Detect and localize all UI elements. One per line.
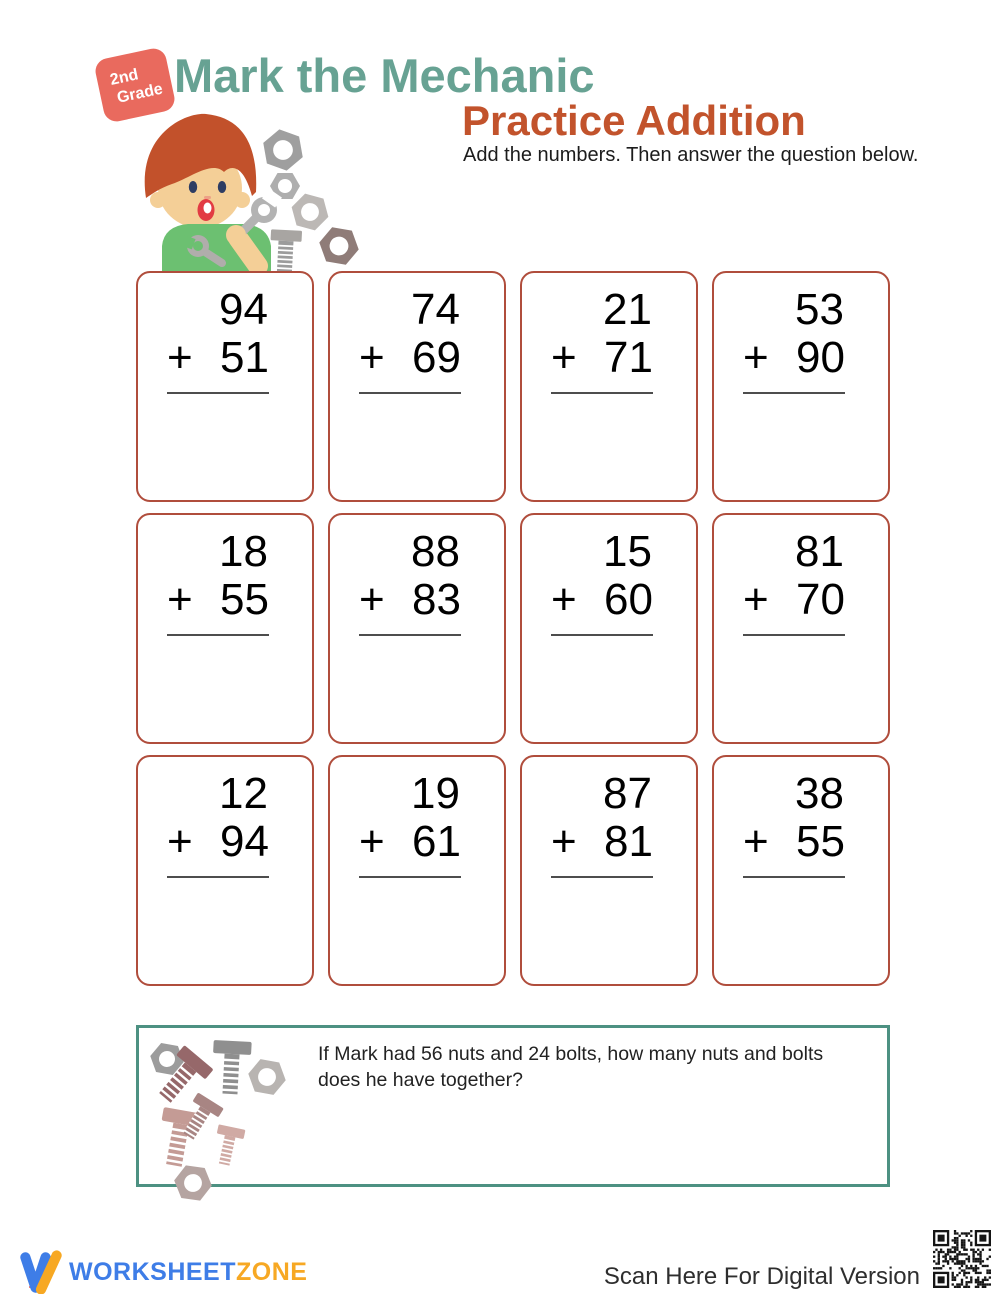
answer-line — [167, 634, 269, 636]
addend-bottom: 70 — [796, 575, 845, 624]
addend-bottom: 69 — [412, 333, 461, 382]
problem-card — [712, 755, 890, 986]
bolt-icon — [269, 229, 302, 272]
addend-bottom: 81 — [604, 817, 653, 866]
problem-card — [520, 755, 698, 986]
addend-top: 21 — [603, 285, 652, 334]
answer-space[interactable] — [138, 636, 312, 742]
answer-line — [359, 876, 461, 878]
plus-operator: + — [359, 575, 385, 624]
plus-operator: + — [167, 333, 193, 382]
plus-operator: + — [743, 575, 769, 624]
answer-line — [359, 392, 461, 394]
answer-line — [551, 634, 653, 636]
nose — [204, 196, 211, 199]
worksheetzone-logo — [18, 1249, 307, 1294]
answer-space[interactable] — [330, 636, 504, 742]
answer-line — [743, 876, 845, 878]
brand-worksheet: WORKSHEET — [69, 1257, 236, 1286]
addend-top: 15 — [603, 527, 652, 576]
addend-bottom: 55 — [796, 817, 845, 866]
plus-operator: + — [743, 817, 769, 866]
plus-operator: + — [359, 333, 385, 382]
addend-bottom: 94 — [220, 817, 269, 866]
plus-operator: + — [167, 575, 193, 624]
eye — [189, 181, 197, 193]
addend-top: 12 — [219, 769, 268, 818]
problem-card — [520, 513, 698, 744]
answer-space[interactable] — [714, 636, 888, 742]
addend-top: 18 — [219, 527, 268, 576]
plus-operator: + — [167, 817, 193, 866]
problem-card — [328, 755, 506, 986]
answer-space[interactable] — [522, 878, 696, 984]
answer-space[interactable] — [522, 636, 696, 742]
addend-bottom: 51 — [220, 333, 269, 382]
hex-nut-icon — [316, 225, 361, 266]
answer-space[interactable] — [330, 878, 504, 984]
bolt-icon — [211, 1124, 246, 1167]
addend-bottom: 90 — [796, 333, 845, 382]
problem-card — [136, 755, 314, 986]
addend-top: 88 — [411, 527, 460, 576]
addend-bottom: 61 — [412, 817, 461, 866]
answer-line — [167, 876, 269, 878]
problem-card — [136, 271, 314, 502]
addend-bottom: 83 — [412, 575, 461, 624]
hex-nut-icon — [172, 1164, 214, 1202]
grade-badge-top: 2nd — [108, 66, 140, 89]
question-line-2: does he have together? — [318, 1069, 523, 1091]
problem-card — [712, 271, 890, 502]
addend-top: 81 — [795, 527, 844, 576]
nuts-bolts-illustration — [142, 1033, 292, 1218]
question-text — [318, 1041, 823, 1093]
problem-card — [520, 271, 698, 502]
addend-top: 38 — [795, 769, 844, 818]
eye — [218, 181, 226, 193]
problem-card — [328, 271, 506, 502]
plus-operator: + — [551, 575, 577, 624]
problems-grid — [136, 271, 890, 986]
mechanic-boy-illustration — [126, 106, 370, 272]
answer-space[interactable] — [330, 394, 504, 500]
addend-top: 19 — [411, 769, 460, 818]
instruction-text: Add the numbers. Then answer the question below. — [463, 144, 919, 166]
answer-line — [551, 876, 653, 878]
question-line-1: If Mark had 56 nuts and 24 bolts, how many nuts and bolts — [318, 1043, 824, 1065]
bolt-icon — [211, 1040, 252, 1095]
answer-space[interactable] — [714, 878, 888, 984]
qr-code — [933, 1230, 991, 1288]
addend-bottom: 55 — [220, 575, 269, 624]
plus-operator: + — [551, 333, 577, 382]
hex-nut-icon — [245, 1057, 288, 1096]
logo-w-icon — [18, 1249, 64, 1294]
hex-nut-icon — [287, 191, 332, 233]
plus-operator: + — [551, 817, 577, 866]
page-subtitle: Practice Addition — [462, 97, 806, 144]
addend-top: 74 — [411, 285, 460, 334]
brand-zone: ZONE — [236, 1257, 308, 1286]
plus-operator: + — [359, 817, 385, 866]
answer-line — [743, 634, 845, 636]
answer-space[interactable] — [522, 394, 696, 500]
hex-nut-icon — [257, 126, 309, 175]
answer-line — [551, 392, 653, 394]
page-title: Mark the Mechanic — [174, 49, 595, 102]
brand-text — [69, 1258, 307, 1287]
grade-badge-bottom: Grade — [115, 80, 165, 107]
answer-line — [167, 392, 269, 394]
problem-card — [136, 513, 314, 744]
addend-bottom: 71 — [604, 333, 653, 382]
answer-line — [743, 392, 845, 394]
addend-top: 53 — [795, 285, 844, 334]
question-box — [136, 1025, 890, 1187]
addend-bottom: 60 — [604, 575, 653, 624]
answer-space[interactable] — [138, 394, 312, 500]
addend-top: 94 — [219, 285, 268, 334]
plus-operator: + — [743, 333, 769, 382]
question-answer-space[interactable] — [318, 1098, 868, 1178]
answer-line — [359, 634, 461, 636]
addend-top: 87 — [603, 769, 652, 818]
answer-space[interactable] — [138, 878, 312, 984]
scan-label: Scan Here For Digital Version — [603, 1263, 920, 1290]
problem-card — [712, 513, 890, 744]
problem-card — [328, 513, 506, 744]
answer-space[interactable] — [714, 394, 888, 500]
